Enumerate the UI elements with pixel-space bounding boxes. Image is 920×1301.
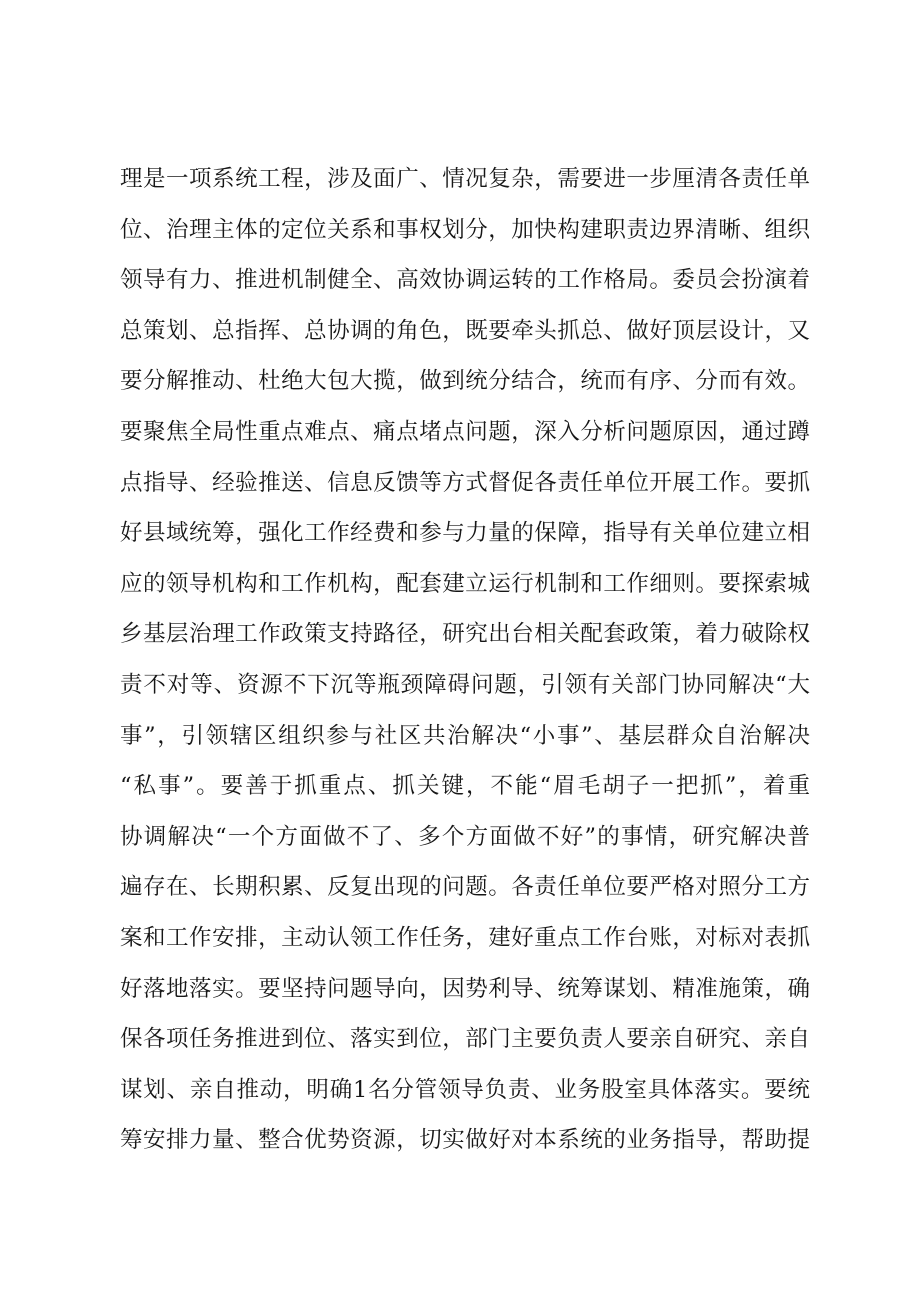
text-line: 理是一项系统工程，涉及面广、情况复杂，需要进一步厘清各责任单: [120, 166, 810, 192]
text-line: 乡基层治理工作政策支持路径，研究出台相关配套政策，着力破除权: [120, 621, 810, 648]
text-line: “私事”。要善于抓重点、抓关键，不能“眉毛胡子一把抓”，着重: [120, 773, 810, 800]
text-line: 好县域统筹，强化工作经费和参与力量的保障，指导有关单位建立相: [120, 520, 810, 547]
text-line: 筹安排力量、整合优势资源，切实做好对本系统的业务指导，帮助提: [120, 1127, 810, 1154]
text-line: 事”，引领辖区组织参与社区共治解决“小事”、基层群众自治解决: [120, 722, 810, 749]
text-line: 协调解决“一个方面做不了、多个方面做不好”的事情，研究解决普: [120, 823, 810, 850]
body-paragraph: [120, 154, 810, 1166]
text-line: 总策划、总指挥、总协调的角色，既要牵头抓总、做好顶层设计，又: [120, 317, 810, 344]
text-line: 要分解推动、杜绝大包大揽，做到统分结合，统而有序、分而有效。: [120, 368, 810, 395]
text-line: 要聚焦全局性重点难点、痛点堵点问题，深入分析问题原因，通过蹲: [120, 418, 810, 445]
text-line: 点指导、经验推送、信息反馈等方式督促各责任单位开展工作。要抓: [120, 469, 810, 496]
text-line: 遍存在、长期积累、反复出现的问题。各责任单位要严格对照分工方: [120, 874, 810, 901]
text-line: 领导有力、推进机制健全、高效协调运转的工作格局。委员会扮演着: [120, 267, 810, 294]
text-line: 责不对等、资源不下沉等瓶颈障碍问题，引领有关部门协同解决“大: [120, 671, 810, 698]
text-line: 位、治理主体的定位关系和事权划分，加快构建职责边界清晰、组织: [120, 216, 810, 243]
text-line: 保各项任务推进到位、落实到位，部门主要负责人要亲自研究、亲自: [120, 1026, 810, 1053]
text-line: 案和工作安排，主动认领工作任务，建好重点工作台账，对标对表抓: [120, 924, 810, 951]
text-line: 应的领导机构和工作机构，配套建立运行机制和工作细则。要探索城: [120, 570, 810, 597]
text-line: 好落地落实。要坚持问题导向，因势利导、统筹谋划、精准施策，确: [120, 975, 810, 1002]
text-line: 谋划、亲自推动，明确1名分管领导负责、业务股室具体落实。要统: [120, 1076, 810, 1103]
